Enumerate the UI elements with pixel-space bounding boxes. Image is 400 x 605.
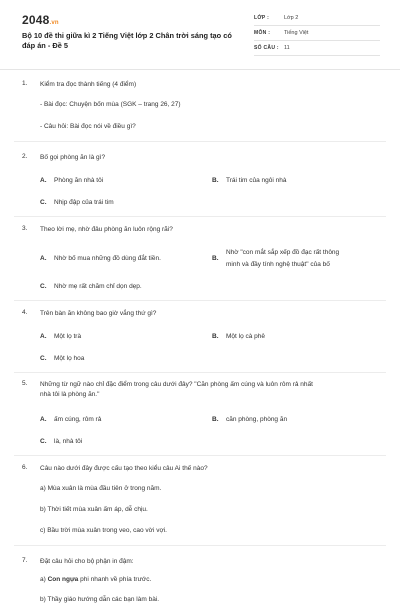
question-text: Câu nào dưới đây được cấu tạo theo kiểu câu Ai thế nào? [40,465,208,472]
option-letter-a: A. [40,255,47,262]
option-letter-c: C. [40,438,47,445]
choice-a[interactable]: a) Mùa xuân là mùa đầu tiên ở trong năm. [40,485,162,492]
logo-suffix: .vn [49,20,59,26]
option-b[interactable]: Trái tim của ngôi nhà [226,177,287,184]
question-number: 5. [22,380,28,387]
option-letter-c: C. [40,283,47,290]
meta-label: SỐ CÂU : [254,45,279,51]
option-letter-b: B. [212,255,219,262]
question-line: - Câu hỏi: Bài đọc nói về điều gì? [40,123,136,130]
document-header [0,0,400,66]
option-b[interactable]: Một lọ cà phê [226,333,266,340]
option-letter-c: C. [40,355,47,362]
question-number: 3. [22,225,28,232]
option-letter-a: A. [40,416,47,423]
question-text: Trên bàn ăn không bao giờ vắng thứ gì? [40,310,157,317]
meta-row-subject [254,28,380,41]
part-a-prefix: a) [40,576,48,583]
question-text: Theo lời mẹ, nhờ đâu phòng ăn luôn rộng rãi? [40,226,173,233]
question-number: 7. [22,557,28,564]
choice-b[interactable]: b) Thời tiết mùa xuân ấm áp, dễ chịu. [40,506,148,513]
question-number: 2. [22,153,28,160]
meta-label: LỚP : [254,15,270,21]
document-title: Bộ 10 đề thi giữa kì 2 Tiếng Việt lớp 2 Chân trời sáng tạo có đáp án - Đề 5 [22,31,232,50]
option-letter-b: B. [212,333,219,340]
option-a[interactable]: Một lọ trà [54,333,82,340]
reading-line: - Bài đọc: Chuyện bốn mùa (SGK – trang 26, 27) [40,101,181,108]
header-divider [0,69,400,70]
meta-label: MÔN : [254,30,271,36]
choice-c[interactable]: c) Bầu trời mùa xuân trong veo, cao vời vợi. [40,527,167,534]
question-text-line2: nhà tôi là phòng ăn." [40,391,100,398]
question-separator [14,545,386,546]
meta-row-grade [254,13,380,26]
part-a-bold: Con ngựa [47,576,79,583]
option-letter-b: B. [212,416,219,423]
option-c[interactable]: Nhịp đập của trái tim [54,199,114,206]
option-a[interactable]: Nhờ bố mua những đồ dùng đắt tiền. [54,255,161,262]
meta-value: Tiếng Việt [284,30,309,36]
option-letter-a: A. [40,333,47,340]
option-b-line1[interactable]: Nhờ "con mắt sắp xếp đồ đạc rất thông [226,249,340,256]
logo-number: 2048 [22,13,50,27]
question-text: Kiểm tra đọc thành tiếng (4 điểm) [40,81,137,88]
option-a[interactable]: Phòng ăn nhà tôi [54,177,104,184]
question-separator [14,216,386,217]
part-a [40,575,151,585]
option-c[interactable]: là, nhà tôi [54,438,83,445]
option-letter-c: C. [40,199,47,206]
option-a[interactable]: ấm cúng, rôm rả [54,416,102,423]
option-letter-b: B. [212,177,219,184]
question-text: Đặt câu hỏi cho bộ phận in đậm: [40,558,134,565]
meta-row-count [254,43,380,56]
document-meta [254,13,380,58]
question-separator [14,141,386,142]
option-c[interactable]: Một lọ hoa [54,355,85,362]
option-c[interactable]: Nhờ mẹ rất chăm chỉ dọn dẹp. [54,283,142,290]
site-logo[interactable] [22,13,59,27]
question-number: 4. [22,309,28,316]
option-b-line2[interactable]: minh và đầy tính nghệ thuật" của bố [226,261,330,268]
question-text: Bố gọi phòng ăn là gì? [40,154,106,161]
question-number: 1. [22,80,28,87]
option-b[interactable]: căn phòng, phòng ăn [226,416,288,423]
question-separator [14,372,386,373]
meta-value: 11 [284,45,290,51]
question-separator [14,300,386,301]
option-letter-a: A. [40,177,47,184]
part-b: b) Thầy giáo hướng dẫn các bạn làm bài. [40,596,160,603]
question-separator [14,455,386,456]
question-text-line1: Những từ ngữ nào chỉ đặc điểm trong câu dưới đây? "Căn phòng ấm cúng và luôn rôm rả nhất [40,381,313,388]
question-number: 6. [22,464,28,471]
meta-value: Lớp 2 [284,15,299,21]
part-a-rest: phi nhanh về phía trước. [78,576,152,583]
